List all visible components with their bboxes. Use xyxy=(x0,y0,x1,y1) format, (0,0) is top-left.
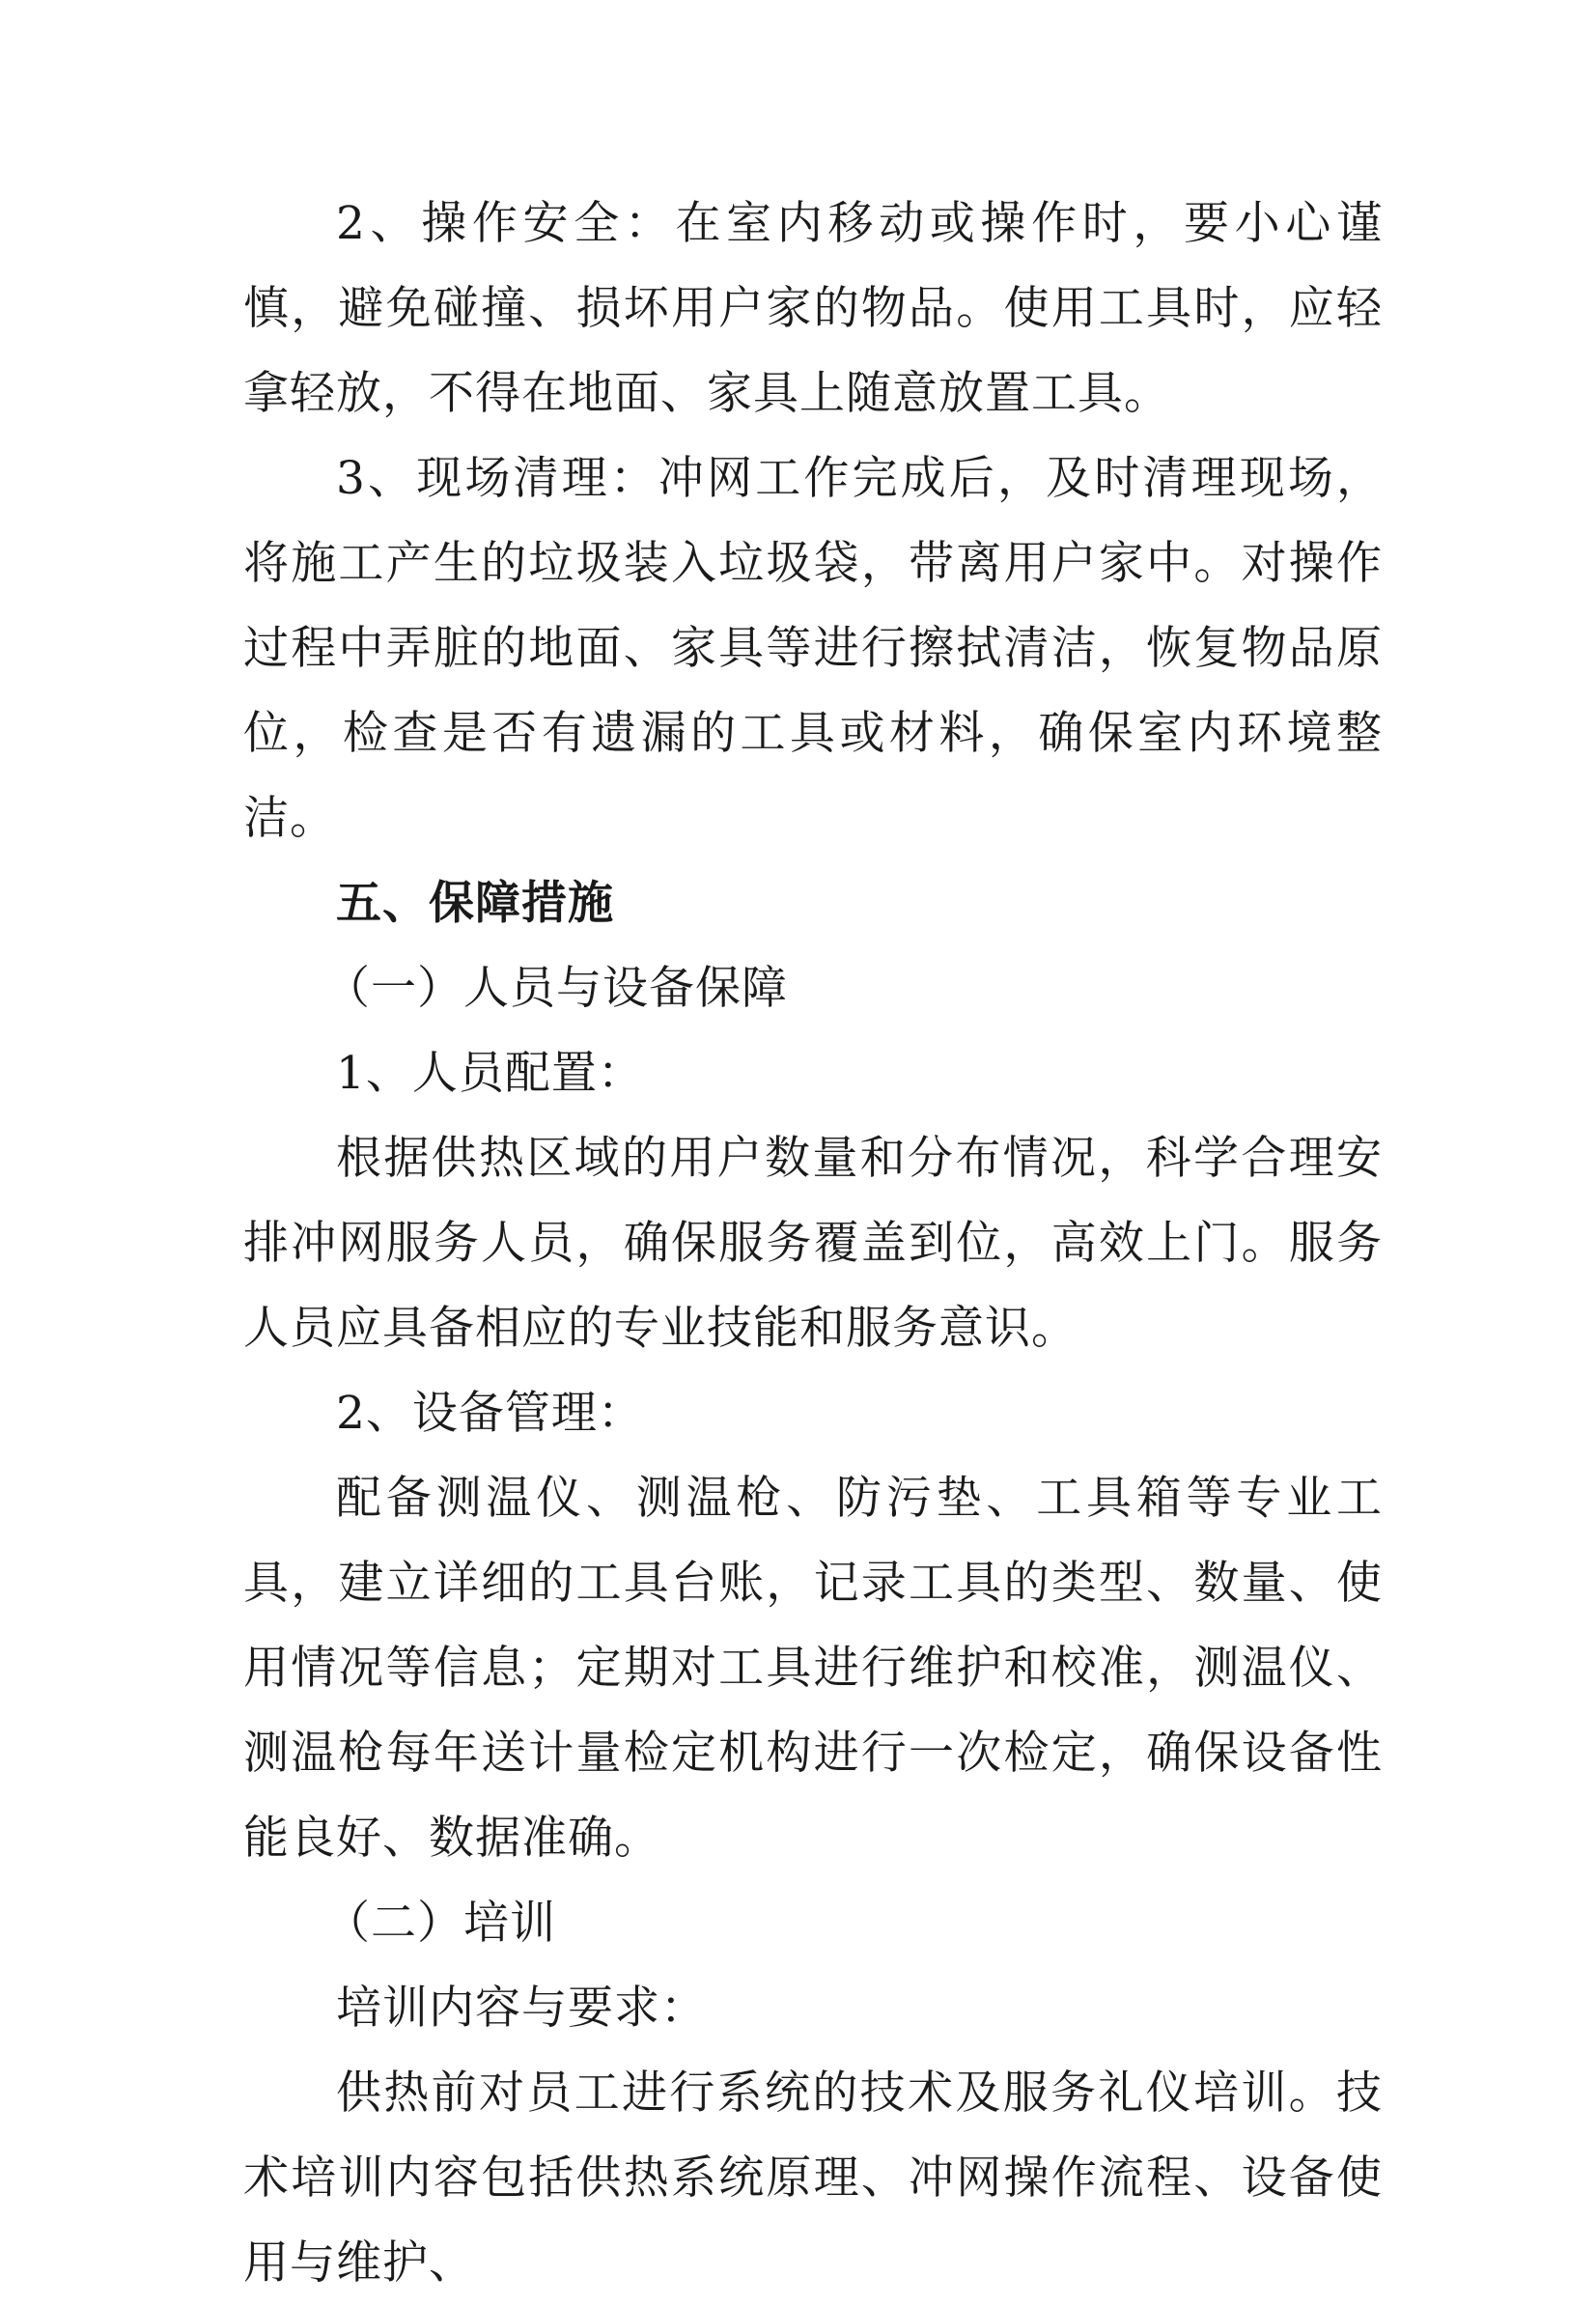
item-heading-equipment-management: 2、设备管理： xyxy=(336,1387,644,1440)
document-body xyxy=(243,182,1383,2306)
paragraph-personnel-allocation: 根据供热区域的用户数量和分布情况，科学合理安排冲网服务人员，确保服务覆盖到位，高效上门。服务人员应具备相应的专业技能和服务意识。 xyxy=(243,1132,1383,1355)
item-heading-personnel-allocation: 1、人员配置： xyxy=(336,1047,644,1100)
paragraph-operation-safety: 2、操作安全：在室内移动或操作时，要小心谨慎，避免碰撞、损坏用户家的物品。使用工具时，应轻拿轻放，不得在地面、家具上随意放置工具。 xyxy=(243,197,1383,420)
paragraph-equipment-management: 配备测温仪、测温枪、防污垫、工具箱等专业工具，建立详细的工具台账，记录工具的类型、数量、使用情况等信息；定期对工具进行维护和校准，测温仪、测温枪每年送计量检定机构进行一次检定，确保设备性能良好、数据准确。 xyxy=(243,1472,1383,1865)
subsection-heading-training: （二）培训 xyxy=(324,1897,556,1950)
paragraph-site-cleanup: 3、现场清理：冲网工作完成后，及时清理现场，将施工产生的垃圾装入垃圾袋，带离用户家中。对操作过程中弄脏的地面、家具等进行擦拭清洁，恢复物品原位，检查是否有遗漏的工具或材料，确保室内环境整洁。 xyxy=(243,452,1383,845)
paragraph-training-content: 供热前对员工进行系统的技术及服务礼仪培训。技术培训内容包括供热系统原理、冲网操作流程、设备使用与维护、 xyxy=(243,2067,1383,2290)
subsection-heading-personnel-equipment: （一）人员与设备保障 xyxy=(324,962,788,1015)
section-heading-guarantee-measures: 五、保障措施 xyxy=(336,877,614,930)
item-heading-training-content: 培训内容与要求： xyxy=(336,1982,707,2035)
